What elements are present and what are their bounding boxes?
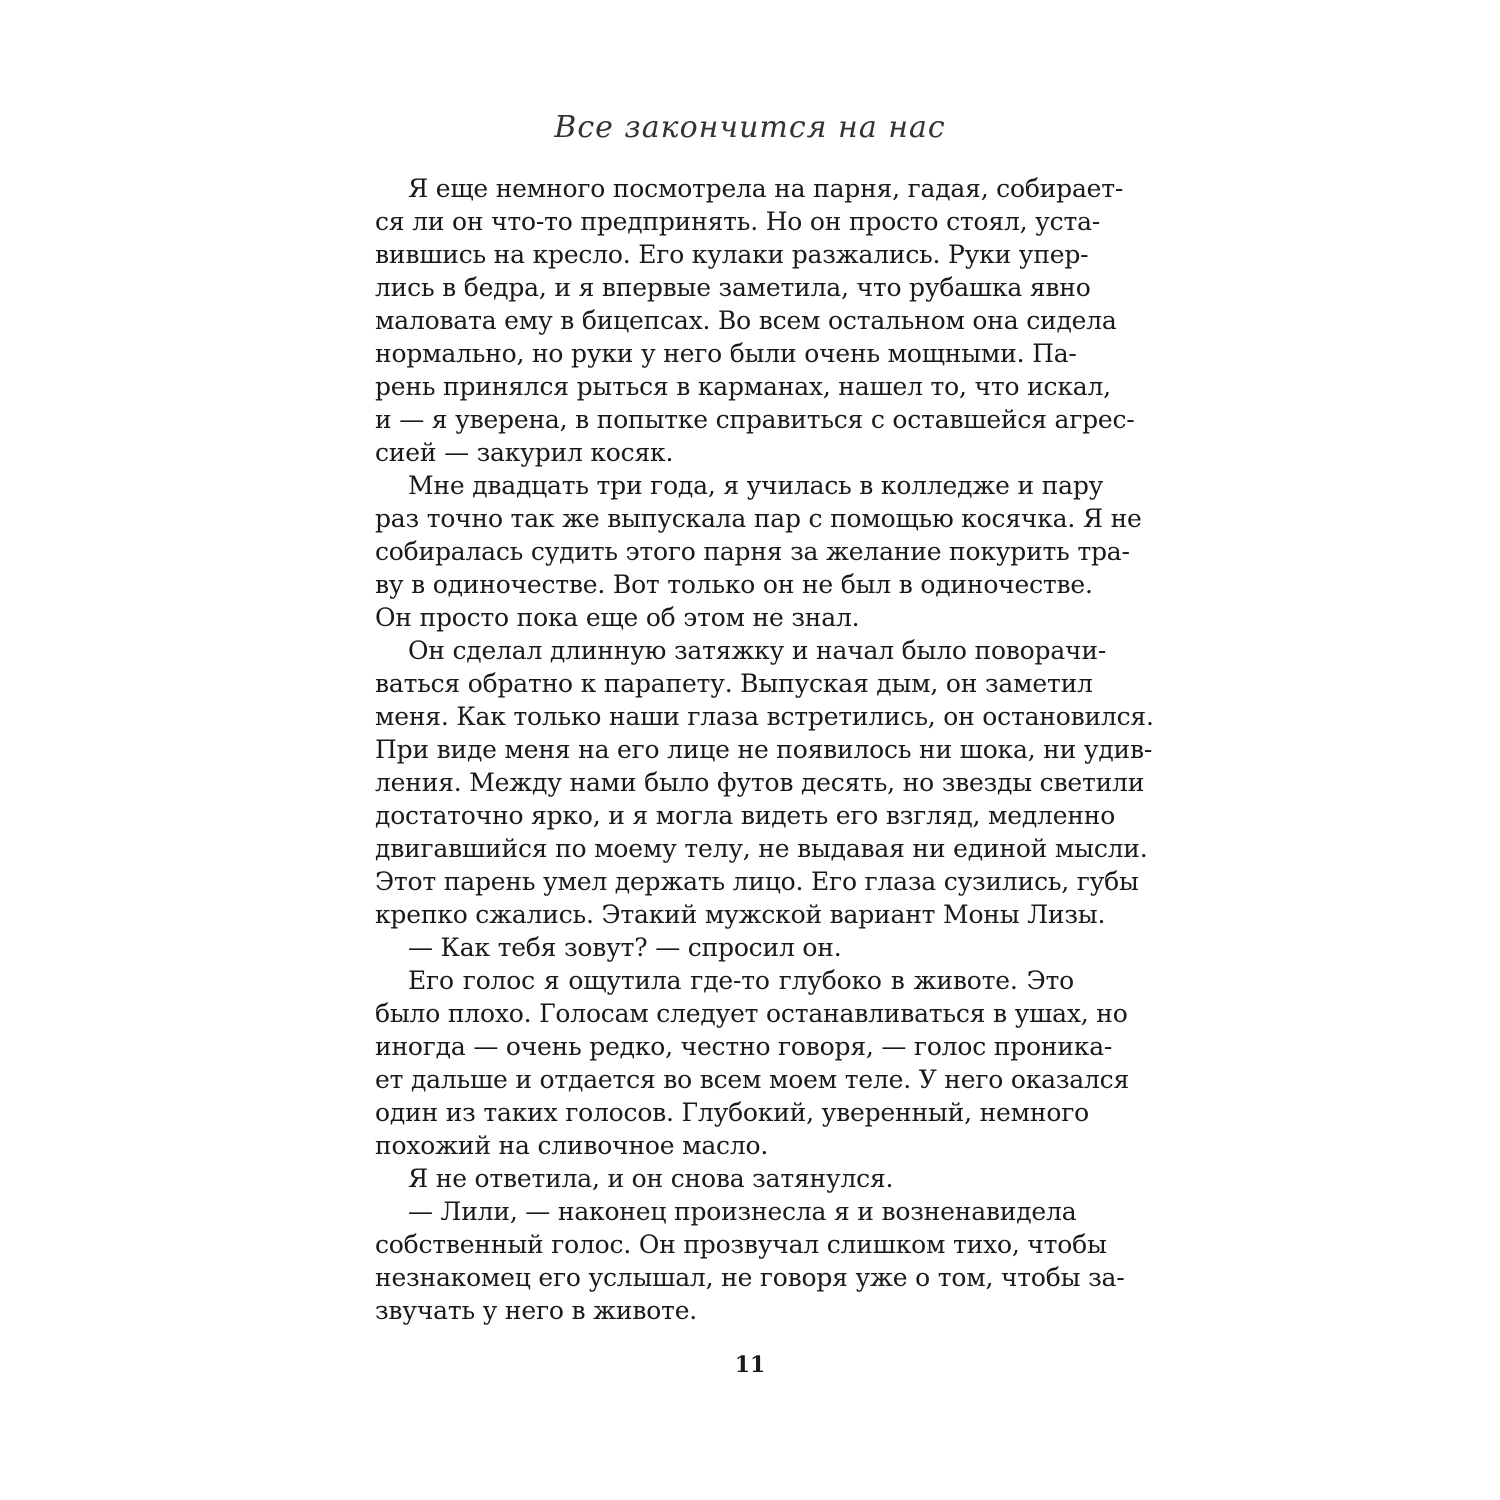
text-line: двигавшийся по моему телу, не выдавая ни единой мысли. (375, 834, 1148, 863)
text-line: ву в одиночестве. Вот только он не был в одиночестве. (375, 570, 1093, 599)
text-line: ления. Между нами было футов десять, но звезды светили (375, 768, 1145, 797)
text-line: звучать у него в животе. (375, 1296, 698, 1325)
text-line: При виде меня на его лице не появилось ни шока, ни удив- (375, 735, 1153, 764)
text-line: Он сделал длинную затяжку и начал было поворачи- (408, 636, 1107, 665)
text-line: достаточно ярко, и я могла видеть его взгляд, медленно (375, 801, 1116, 830)
text-line: Этот парень умел держать лицо. Его глаза сузились, губы (375, 867, 1139, 896)
body-text (375, 172, 1154, 1327)
text-line: крепко сжались. Этакий мужской вариант Моны Лизы. (375, 900, 1106, 929)
text-line: Я еще немного посмотрела на парня, гадая, собирает- (408, 174, 1124, 203)
text-line: собиралась судить этого парня за желание покурить тра- (375, 537, 1130, 566)
text-line: иногда — очень редко, честно говоря, — голос проника- (375, 1032, 1113, 1061)
text-line: Он просто пока еще об этом не знал. (375, 603, 860, 632)
text-line: вившись на кресло. Его кулаки разжались. Руки упер- (375, 240, 1089, 269)
text-line: лись в бедра, и я впервые заметила, что рубашка явно (375, 273, 1091, 302)
text-line: ет дальше и отдается во всем моем теле. У него оказался (375, 1065, 1130, 1094)
text-line: меня. Как только наши глаза встретились, он остановился. (375, 702, 1154, 731)
text-line: маловата ему в бицепсах. Во всем остальном она сидела (375, 306, 1117, 335)
text-line: — Лили, — наконец произнесла я и возненавидела (408, 1197, 1077, 1226)
text-line: один из таких голосов. Глубокий, уверенный, немного (375, 1098, 1089, 1127)
text-line: Его голос я ощутила где-то глубоко в животе. Это (408, 966, 1074, 995)
text-line: Мне двадцать три года, я училась в колледже и пару (408, 471, 1104, 500)
text-line: — Как тебя зовут? — спросил он. (408, 933, 842, 962)
text-line: похожий на сливочное масло. (375, 1131, 769, 1160)
text-line: и — я уверена, в попытке справиться с оставшейся агрес- (375, 405, 1135, 434)
text-line: ся ли он что-то предпринять. Но он просто стоял, уста- (375, 207, 1101, 236)
text-line: Я не ответила, и он снова затянулся. (408, 1164, 894, 1193)
text-line: незнакомец его услышал, не говоря уже о том, чтобы за- (375, 1263, 1125, 1292)
text-line: нормально, но руки у него были очень мощными. Па- (375, 339, 1077, 368)
page-number: 11 (734, 1352, 766, 1378)
text-line: сией — закурил косяк. (375, 438, 674, 467)
text-line: рень принялся рыться в карманах, нашел то, что искал, (375, 372, 1111, 401)
text-line: собственный голос. Он прозвучал слишком тихо, чтобы (375, 1230, 1107, 1259)
text-line: ваться обратно к парапету. Выпуская дым, он заметил (375, 669, 1093, 698)
text-line: раз точно так же выпускала пар с помощью косячка. Я не (375, 504, 1142, 533)
text-line: было плохо. Голосам следует останавливаться в ушах, но (375, 999, 1128, 1028)
running-head: Все закончится на нас (554, 110, 946, 145)
